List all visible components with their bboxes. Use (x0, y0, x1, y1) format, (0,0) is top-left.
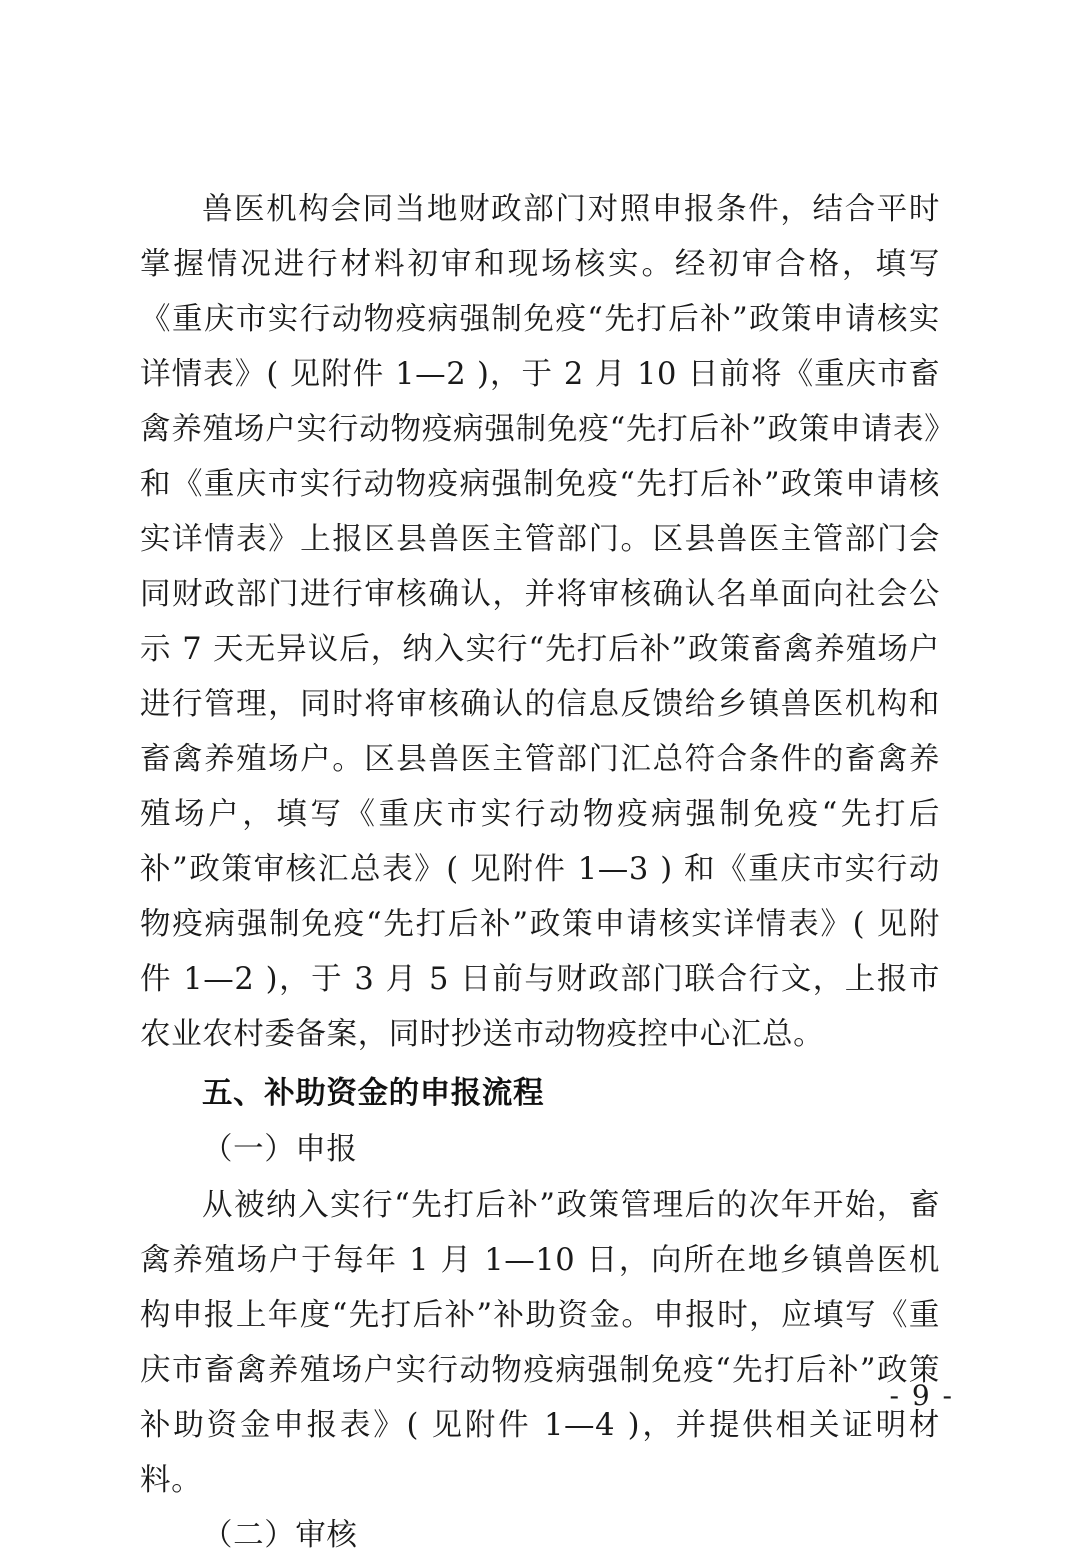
body-paragraph-application: 从被纳入实行“先打后补”政策管理后的次年开始，畜禽养殖场户于每年 1 月 1—10 日，向所在地乡镇兽医机构申报上年度“先打后补”补助资金。申报时，应填写《重庆市畜禽养殖场户实行动物疫病强制免疫“先打后补”政策补助资金申报表》( 见附件 1—4 )，并提供相关证明材料。 (140, 1188, 940, 1498)
subsection-heading-application: （一）申报 (202, 1132, 358, 1167)
section-heading-five: 五、补助资金的申报流程 (202, 1076, 545, 1111)
body-paragraph-review-process: 兽医机构会同当地财政部门对照申报条件，结合平时掌握情况进行材料初审和现场核实。经初审合格，填写《重庆市实行动物疫病强制免疫“先打后补”政策申请核实详情表》( 见附件 1—2 )，于 2 月 10 日前将《重庆市畜禽养殖场户实行动物疫病强制免疫“先打后补”政策申请表》和《重庆市实行动物疫病强制免疫“先打后补”政策申请核实详情表》上报区县兽医主管部门。区县兽医主管部门会同财政部门进行审核确认，并将审核确认名单面向社会公示 7 天无异议后，纳入实行“先打后补”政策畜禽养殖场户进行管理，同时将审核确认的信息反馈给乡镇兽医机构和畜禽养殖场户。区县兽医主管部门汇总符合条件的畜禽养殖场户，填写《重庆市实行动物疫病强制免疫“先打后补”政策审核汇总表》( 见附件 1—3 ) 和《重庆市实行动物疫病强制免疫“先打后补”政策申请核实详情表》( 见附件 1—2 )，于 3 月 5 日前与财政部门联合行文，上报市农业农村委备案，同时抄送市动物疫控中心汇总。 (140, 192, 940, 1052)
page-content (140, 182, 940, 1564)
page-number: - 9 - (889, 1379, 954, 1412)
subsection-heading-audit: （二）审核 (202, 1518, 358, 1553)
